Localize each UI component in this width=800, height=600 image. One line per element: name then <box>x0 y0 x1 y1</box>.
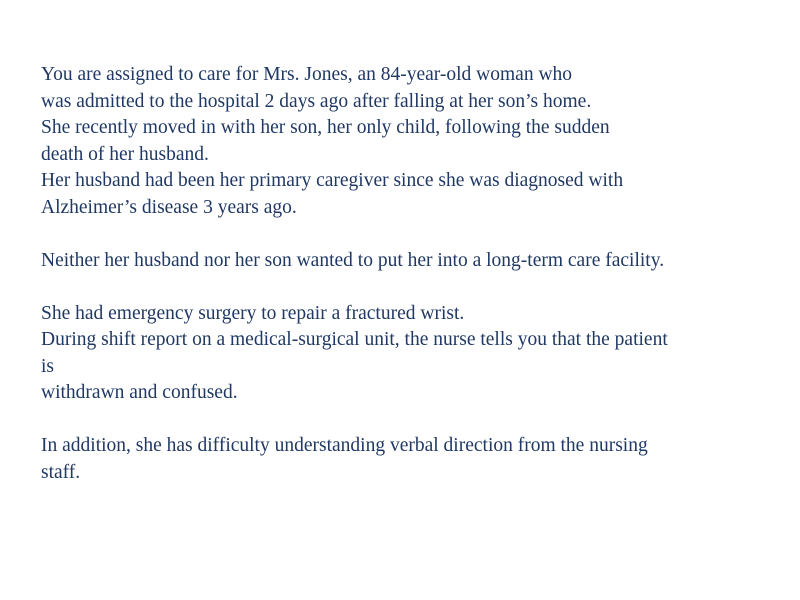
text-line: Her husband had been her primary caregiver since she was diagnosed with <box>41 170 624 191</box>
text-line: She had emergency surgery to repair a fractured wrist. <box>41 302 465 324</box>
text-line: Neither her husband nor her son wanted to put her into a long-term care facility. <box>41 249 665 271</box>
text-line: staff. <box>41 461 81 483</box>
text-line: Alzheimer’s disease 3 years ago. <box>41 196 297 218</box>
text-line: In addition, she has difficulty understanding verbal direction from the nursing <box>41 435 648 456</box>
text-line: You are assigned to care for Mrs. Jones, an 84-year-old woman who <box>41 64 573 85</box>
blank-line <box>41 274 771 301</box>
case-study-text <box>41 62 771 486</box>
text-line: During shift report on a medical-surgical unit, the nurse tells you that the patient <box>41 329 668 350</box>
text-line: death of her husband. <box>41 143 209 165</box>
blank-line <box>41 407 771 434</box>
blank-line <box>41 221 771 248</box>
text-line: is <box>41 355 55 377</box>
text-line: withdrawn and confused. <box>41 382 238 403</box>
text-line: She recently moved in with her son, her only child, following the sudden <box>41 117 610 138</box>
text-line: was admitted to the hospital 2 days ago after falling at her son’s home. <box>41 90 592 112</box>
